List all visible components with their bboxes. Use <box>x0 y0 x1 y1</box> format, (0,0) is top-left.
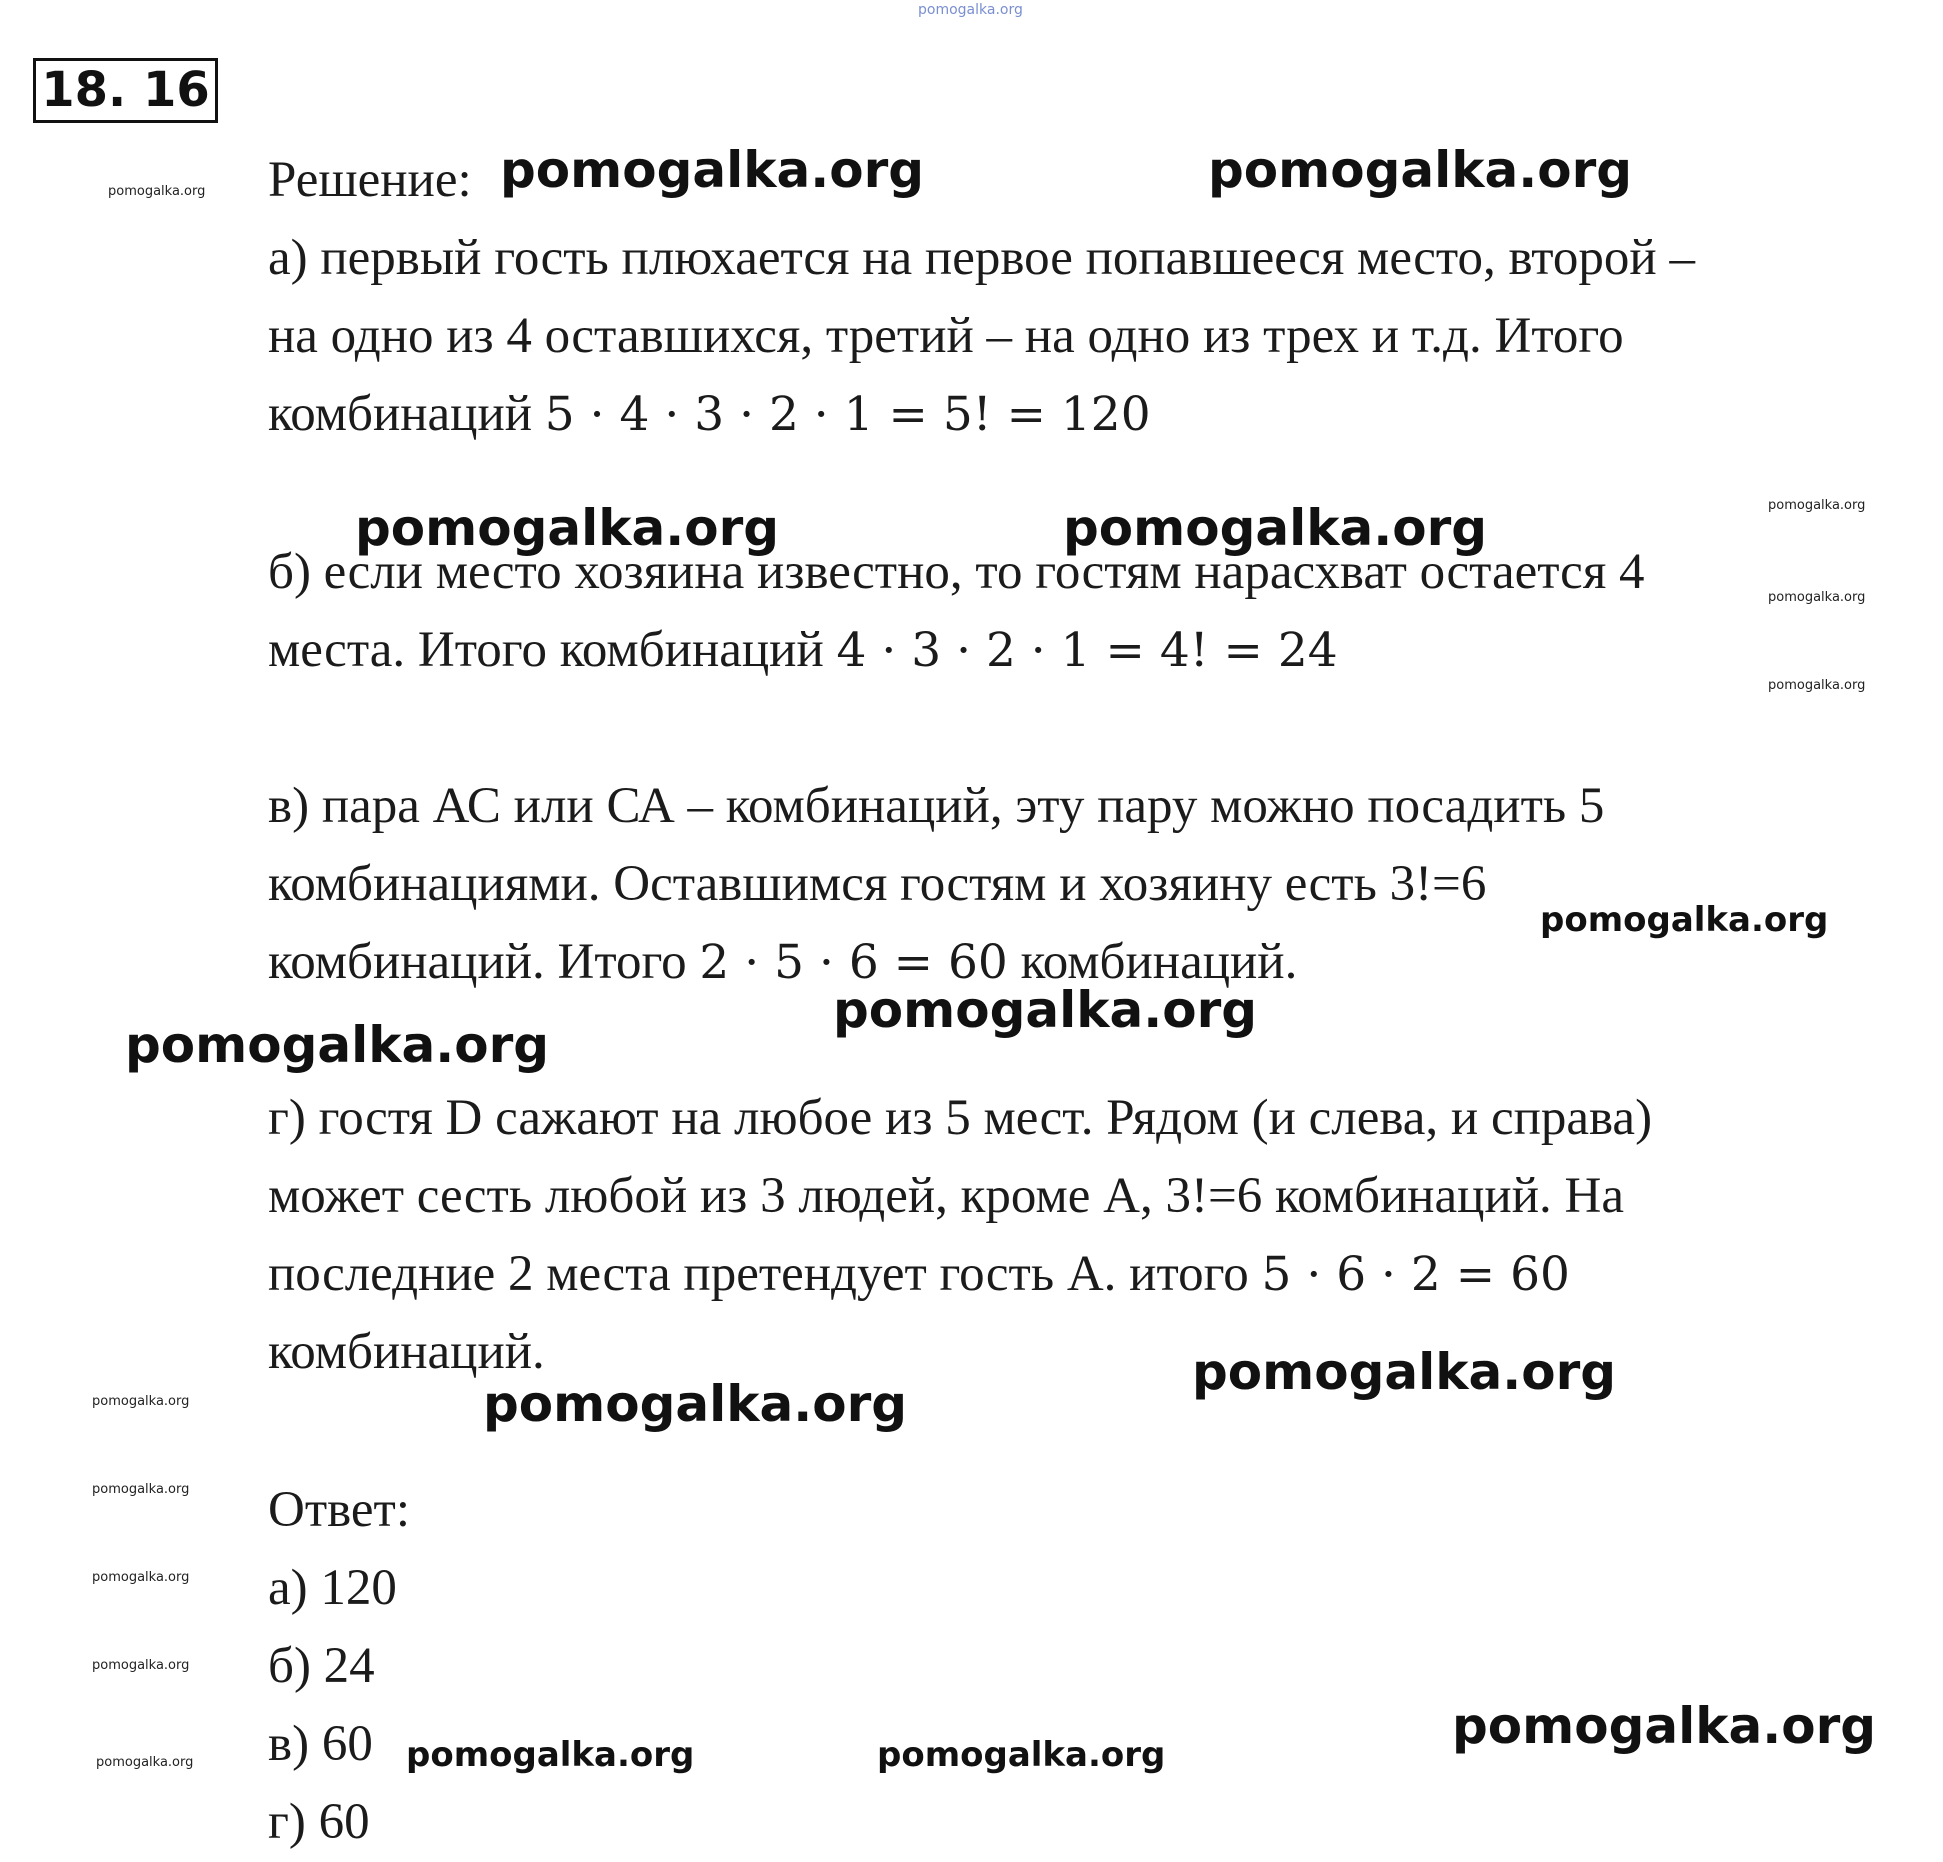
watermark-small: pomogalka.org <box>92 1482 190 1497</box>
watermark-large: pomogalka.org <box>500 141 925 199</box>
solution-line-v1: в) пара АС или СА – комбинаций, эту пару можно посадить 5 <box>268 778 1605 834</box>
watermark-large: pomogalka.org <box>1192 1343 1617 1401</box>
watermark-medium: pomogalka.org <box>877 1735 1166 1775</box>
watermark-small: pomogalka.org <box>92 1570 190 1585</box>
watermark-large: pomogalka.org <box>1208 141 1633 199</box>
watermark-small: pomogalka.org <box>108 184 206 199</box>
solution-line-a3: комбинаций 5 · 4 · 3 · 2 · 1 = 5! = 120 <box>268 386 1151 442</box>
solution-line-b1: б) если место хозяина известно, то гостям нарасхват остается 4 <box>268 544 1645 600</box>
answer-a: а) 120 <box>268 1560 397 1616</box>
solution-line-a1: а) первый гость плюхается на первое попавшееся место, второй – <box>268 230 1695 286</box>
watermark-large: pomogalka.org <box>833 981 1258 1039</box>
solution-line-g3: последние 2 места претендует гость А. итого 5 · 6 · 2 = 60 <box>268 1246 1570 1302</box>
answer-v: в) 60 <box>268 1716 373 1772</box>
watermark-small: pomogalka.org <box>92 1658 190 1673</box>
watermark-medium: pomogalka.org <box>406 1735 695 1775</box>
answer-b: б) 24 <box>268 1638 375 1694</box>
solution-line-v2: комбинациями. Оставшимся гостям и хозяину есть 3!=6 <box>268 856 1487 912</box>
watermark-large: pomogalka.org <box>355 499 780 557</box>
watermark-large: pomogalka.org <box>125 1016 550 1074</box>
watermark-small: pomogalka.org <box>96 1755 194 1770</box>
solution-line-g1: г) гостя D сажают на любое из 5 мест. Рядом (и слева, и справа) <box>268 1090 1653 1146</box>
solution-line-v3: комбинаций. Итого 2 · 5 · 6 = 60 комбинаций. <box>268 934 1298 990</box>
formula-v: 2 · 5 · 6 = 60 <box>699 935 1008 990</box>
watermark-large: pomogalka.org <box>1452 1697 1877 1755</box>
watermark-small: pomogalka.org <box>1768 678 1866 693</box>
answer-heading: Ответ: <box>268 1482 410 1538</box>
watermark-large: pomogalka.org <box>483 1375 908 1433</box>
solution-heading: Решение: <box>268 152 472 208</box>
answer-g: г) 60 <box>268 1794 370 1850</box>
formula-b: 4 · 3 · 2 · 1 = 4! = 24 <box>836 623 1338 678</box>
watermark-small: pomogalka.org <box>1768 590 1866 605</box>
solution-line-b2: места. Итого комбинаций 4 · 3 · 2 · 1 = 4! = 24 <box>268 622 1338 678</box>
problem-number-box: 18. 16 <box>33 58 218 123</box>
solution-line-a2: на одно из 4 оставшихся, третий – на одно из трех и т.д. Итого <box>268 308 1624 364</box>
header-watermark: pomogalka.org <box>918 2 1023 18</box>
watermark-medium: pomogalka.org <box>1540 900 1829 940</box>
solution-line-g4: комбинаций. <box>268 1324 545 1380</box>
watermark-large: pomogalka.org <box>1063 499 1488 557</box>
formula-a: 5 · 4 · 3 · 2 · 1 = 5! = 120 <box>544 387 1151 442</box>
watermark-small: pomogalka.org <box>1768 498 1866 513</box>
formula-g: 5 · 6 · 2 = 60 <box>1261 1247 1570 1302</box>
solution-line-g2: может сесть любой из 3 людей, кроме А, 3!=6 комбинаций. На <box>268 1168 1624 1224</box>
watermark-small: pomogalka.org <box>92 1394 190 1409</box>
